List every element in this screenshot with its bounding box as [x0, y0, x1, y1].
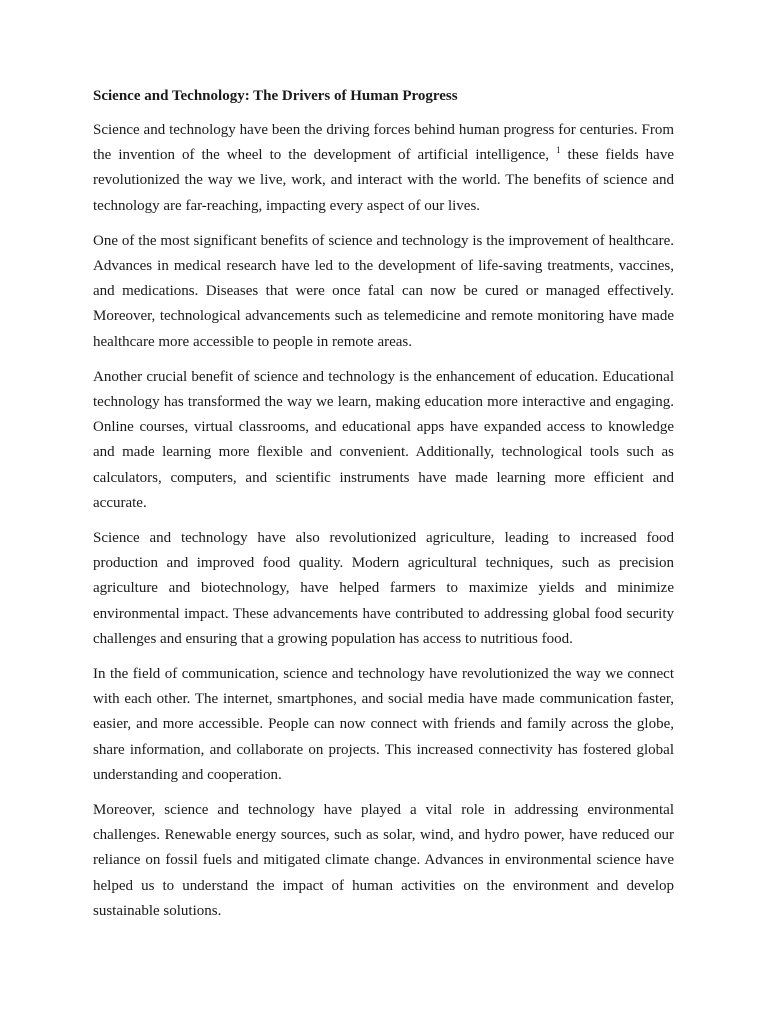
paragraph-communication: In the field of communication, science and technology have revolutionized the way we connect with each other. The internet, smartphones, and social media have made communication faster, easier, and more accessible. People can now connect with friends and family across the globe, share information, and collaborate on projects. This increased connectivity has fostered global understanding and cooperation. [93, 666, 674, 783]
paragraph-education: Another crucial benefit of science and technology is the enhancement of education. Educational technology has transformed the way we learn, making education more interactive and engaging. Online courses, virtual classrooms, and educational apps have expanded access to knowledge and made learning more flexible and convenient. Additionally, technological tools such as calculators, computers, and scientific instruments have made learning more efficient and accurate. [93, 368, 674, 511]
document-page [93, 84, 674, 934]
document-title: Science and Technology: The Drivers of Human Progress [93, 88, 458, 104]
paragraph-agriculture: Science and technology have also revolutionized agriculture, leading to increased food production and improved food quality. Modern agricultural techniques, such as precision agriculture and biotechnology, have helped farmers to maximize yields and minimize environmental impact. These advancements have contributed to addressing global food security challenges and ensuring that a growing population has access to nutritious food. [93, 530, 674, 647]
paragraph-environment: Moreover, science and technology have played a vital role in addressing environmental challenges. Renewable energy sources, such as solar, wind, and hydro power, have reduced our reliance on fossil fuels and mitigated climate change. Advances in environmental science have helped us to understand the impact of human activities on the environment and develop sustainable solutions. [93, 802, 674, 919]
paragraph-intro-text-before-note: Science and technology have been the driving forces behind human progress for centuries. From the invention of the wheel to the development of artificial intelligence, [93, 122, 674, 164]
paragraph-healthcare: One of the most significant benefits of science and technology is the improvement of healthcare. Advances in medical research have led to the development of life-saving treatments, vaccines, and medications. Diseases that were once fatal can now be cured or managed effectively. Moreover, technological advancements such as telemedicine and remote monitoring have made healthcare more accessible to people in remote areas. [93, 232, 674, 350]
paragraph-intro [93, 118, 674, 219]
footnote-reference[interactable]: 1 [556, 145, 561, 156]
paragraph-intro-text-after-note: these fields have revolutionized the way we live, work, and interact with the world. The benefits of science and technology are far-reaching, impacting every aspect of our lives. [93, 147, 674, 214]
